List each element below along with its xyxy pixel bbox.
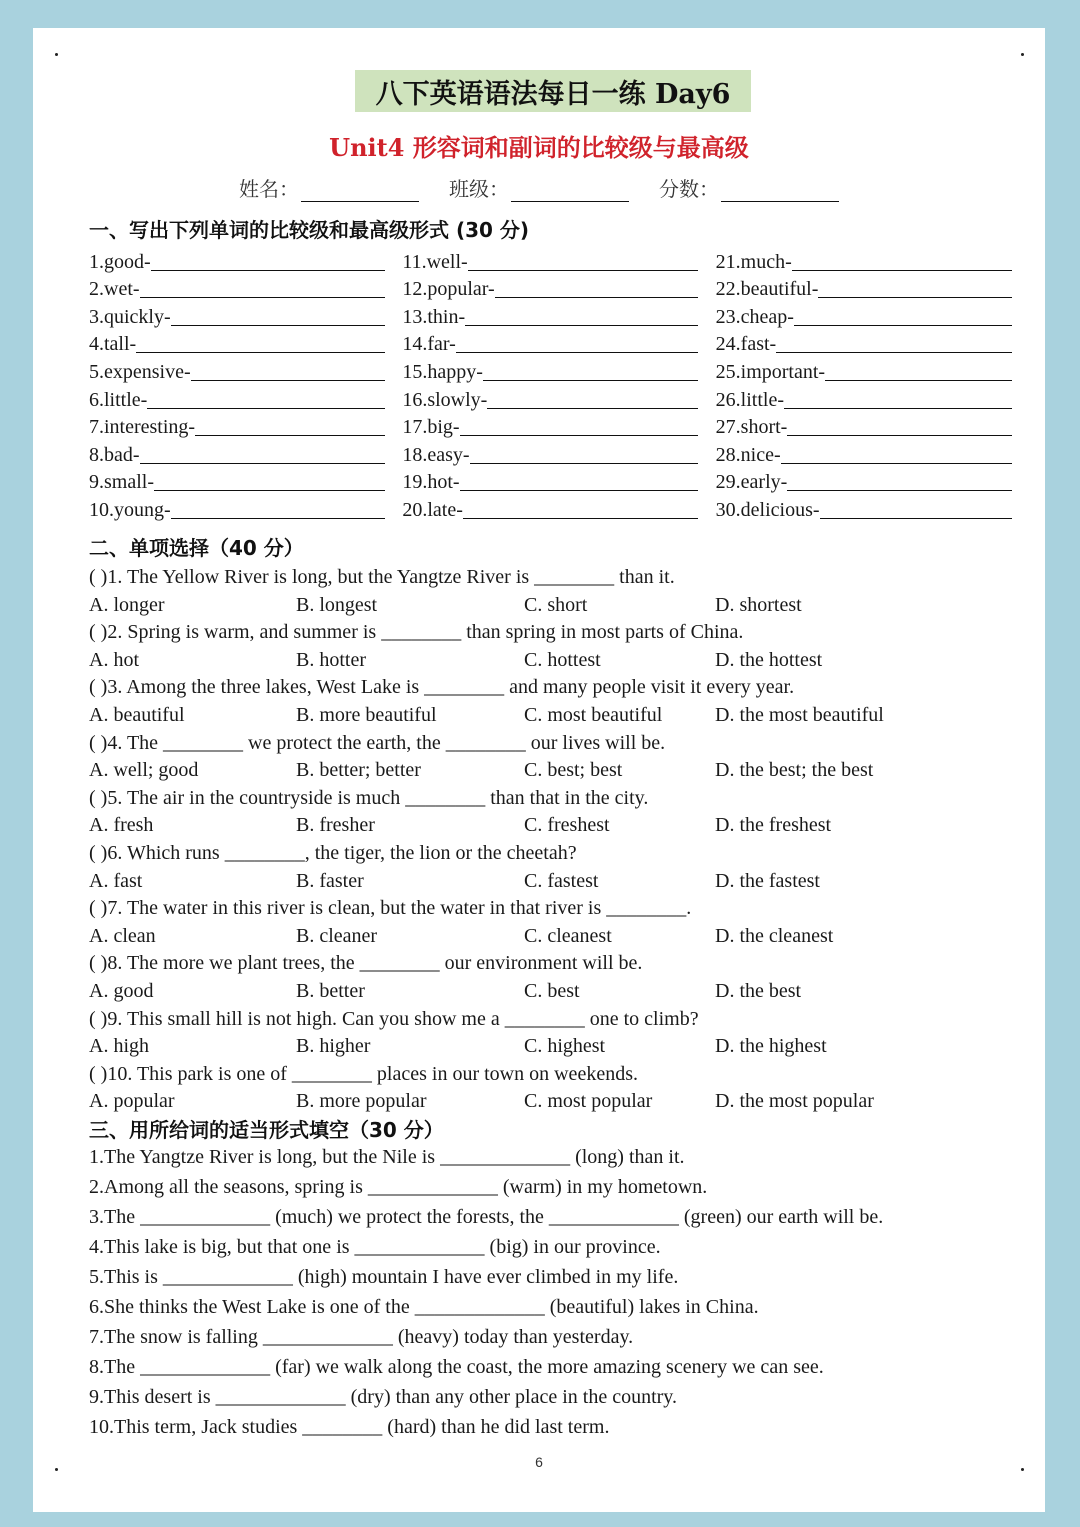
multiple-choice-list bbox=[89, 564, 1029, 1116]
word-label: 21.much- bbox=[715, 250, 792, 273]
option-d[interactable]: D. the highest bbox=[715, 1035, 827, 1058]
word-item bbox=[89, 305, 402, 329]
fill-item: 2.Among all the seasons, spring is _____________ (warm) in my hometown. bbox=[89, 1176, 708, 1198]
answer-blank[interactable] bbox=[784, 388, 1012, 409]
word-item bbox=[716, 388, 1029, 412]
option-d[interactable]: D. shortest bbox=[715, 593, 802, 616]
answer-blank[interactable] bbox=[787, 470, 1011, 491]
word-label: 27.short- bbox=[715, 416, 788, 439]
word-item bbox=[89, 277, 402, 301]
option-b[interactable]: B. longest bbox=[296, 593, 378, 616]
word-label: 25.important- bbox=[715, 360, 826, 383]
word-label: 3.quickly- bbox=[89, 305, 171, 328]
score-field[interactable] bbox=[659, 173, 839, 202]
option-d[interactable]: D. the best bbox=[715, 979, 802, 1002]
question-options bbox=[89, 757, 1029, 785]
word-item bbox=[402, 498, 715, 522]
answer-blank[interactable] bbox=[787, 415, 1011, 436]
score-line[interactable] bbox=[721, 181, 839, 202]
word-item bbox=[402, 415, 715, 439]
option-a[interactable]: A. good bbox=[89, 979, 154, 1002]
option-b[interactable]: B. better bbox=[296, 979, 365, 1002]
answer-blank[interactable] bbox=[820, 498, 1012, 519]
word-label: 20.late- bbox=[402, 498, 463, 521]
question-text: ( )2. Spring is warm, and summer is ________ than spring in most parts of China. bbox=[89, 621, 744, 644]
worksheet-page bbox=[33, 28, 1045, 1512]
option-b[interactable]: B. higher bbox=[296, 1035, 371, 1058]
word-item bbox=[89, 443, 402, 467]
word-row bbox=[89, 329, 1029, 357]
answer-blank[interactable] bbox=[781, 443, 1012, 464]
answer-blank[interactable] bbox=[825, 360, 1012, 381]
fill-item: 3.The _____________ (much) we protect the forests, the _____________ (green) our earth will be. bbox=[89, 1206, 884, 1228]
question-options bbox=[89, 812, 1029, 840]
option-a[interactable]: A. fresh bbox=[89, 814, 154, 837]
question-text: ( )8. The more we plant trees, the ________ our environment will be. bbox=[89, 952, 643, 975]
word-item bbox=[89, 470, 402, 494]
word-label: 16.slowly- bbox=[402, 388, 488, 411]
option-d[interactable]: D. the cleanest bbox=[715, 924, 834, 947]
answer-blank[interactable] bbox=[195, 415, 385, 436]
option-c[interactable]: C. cleanest bbox=[524, 924, 612, 947]
word-label: 5.expensive- bbox=[89, 360, 191, 383]
question-options bbox=[89, 868, 1029, 896]
word-form-grid bbox=[89, 246, 1029, 522]
word-item bbox=[716, 277, 1029, 301]
answer-blank[interactable] bbox=[776, 332, 1011, 353]
option-c[interactable]: C. freshest bbox=[524, 814, 610, 837]
answer-blank[interactable] bbox=[465, 305, 698, 326]
word-item bbox=[402, 250, 715, 274]
answer-blank[interactable] bbox=[151, 250, 385, 271]
answer-blank[interactable] bbox=[147, 388, 385, 409]
answer-blank[interactable] bbox=[487, 388, 698, 409]
word-item bbox=[716, 305, 1029, 329]
word-row bbox=[89, 467, 1029, 495]
option-d[interactable]: D. the most popular bbox=[715, 1090, 874, 1113]
fill-item: 6.She thinks the West Lake is one of the _____________ (beautiful) lakes in China. bbox=[89, 1296, 759, 1318]
word-label: 24.fast- bbox=[715, 333, 777, 356]
page-title: 八下英语语法每日一练 Day6 bbox=[355, 70, 751, 112]
question-text: ( )3. Among the three lakes, West Lake is ________ and many people visit it every year. bbox=[89, 676, 795, 699]
word-row bbox=[89, 494, 1029, 522]
question-options bbox=[89, 923, 1029, 951]
option-c[interactable]: C. best bbox=[524, 979, 580, 1002]
word-item bbox=[402, 360, 715, 384]
answer-blank[interactable] bbox=[140, 443, 385, 464]
word-row bbox=[89, 412, 1029, 440]
option-d[interactable]: D. the hottest bbox=[715, 648, 823, 671]
answer-blank[interactable] bbox=[468, 250, 699, 271]
question-text: ( )10. This park is one of ________ places in our town on weekends. bbox=[89, 1062, 638, 1085]
fill-item: 4.This lake is big, but that one is _____________ (big) in our province. bbox=[89, 1236, 661, 1258]
word-label: 23.cheap- bbox=[715, 305, 794, 328]
word-label: 30.delicious- bbox=[715, 498, 820, 521]
question-text: ( )7. The water in this river is clean, but the water in that river is ________. bbox=[89, 897, 692, 920]
question-options bbox=[89, 647, 1029, 675]
word-label: 15.happy- bbox=[402, 360, 483, 383]
question-options bbox=[89, 702, 1029, 730]
word-item bbox=[402, 388, 715, 412]
word-label: 28.nice- bbox=[715, 443, 781, 466]
question-text: ( )5. The air in the countryside is much ________ than that in the city. bbox=[89, 786, 649, 809]
section2-title: 二、单项选择（40 分） bbox=[89, 536, 304, 560]
option-a[interactable]: A. fast bbox=[89, 869, 143, 892]
section1-title: 一、写出下列单词的比较级和最高级形式 (30 分) bbox=[89, 218, 530, 242]
fill-item: 7.The snow is falling _____________ (heavy) today than yesterday. bbox=[89, 1326, 634, 1348]
option-c[interactable]: C. fastest bbox=[524, 869, 599, 892]
option-a[interactable]: A. popular bbox=[89, 1090, 175, 1113]
word-label: 22.beautiful- bbox=[715, 278, 819, 301]
name-line[interactable] bbox=[301, 181, 419, 202]
word-item bbox=[402, 277, 715, 301]
answer-blank[interactable] bbox=[191, 360, 385, 381]
word-label: 6.little- bbox=[89, 388, 148, 411]
section3-title: 三、用所给词的适当形式填空（30 分） bbox=[89, 1118, 444, 1142]
option-d[interactable]: D. the fastest bbox=[715, 869, 820, 892]
answer-blank[interactable] bbox=[818, 277, 1011, 298]
answer-blank[interactable] bbox=[463, 498, 698, 519]
word-item bbox=[716, 470, 1029, 494]
word-item bbox=[402, 443, 715, 467]
word-item bbox=[716, 360, 1029, 384]
word-item bbox=[89, 388, 402, 412]
question-options bbox=[89, 592, 1029, 620]
option-b[interactable]: B. fresher bbox=[296, 814, 375, 837]
question-text: ( )4. The ________ we protect the earth, the ________ our lives will be. bbox=[89, 731, 666, 754]
answer-blank[interactable] bbox=[456, 332, 699, 353]
answer-blank[interactable] bbox=[495, 277, 699, 298]
option-b[interactable]: B. faster bbox=[296, 869, 364, 892]
answer-blank[interactable] bbox=[460, 470, 699, 491]
class-field[interactable] bbox=[449, 173, 629, 202]
question-text: ( )9. This small hill is not high. Can you show me a ________ one to climb? bbox=[89, 1007, 699, 1030]
word-item bbox=[716, 250, 1029, 274]
word-item bbox=[89, 250, 402, 274]
word-label: 8.bad- bbox=[89, 443, 140, 466]
fill-item: 5.This is _____________ (high) mountain I have ever climbed in my life. bbox=[89, 1266, 679, 1288]
word-label: 18.easy- bbox=[402, 443, 470, 466]
option-a[interactable]: A. hot bbox=[89, 648, 139, 671]
word-label: 9.small- bbox=[89, 471, 154, 494]
option-b[interactable]: B. more beautiful bbox=[296, 703, 437, 726]
answer-blank[interactable] bbox=[794, 305, 1012, 326]
class-label: 班级： bbox=[449, 177, 509, 201]
word-label: 26.little- bbox=[715, 388, 784, 411]
word-item bbox=[716, 498, 1029, 522]
answer-blank[interactable] bbox=[483, 360, 698, 381]
word-label: 1.good- bbox=[89, 250, 151, 273]
option-d[interactable]: D. the most beautiful bbox=[715, 703, 884, 726]
option-d[interactable]: D. the best; the best bbox=[715, 759, 874, 782]
answer-blank[interactable] bbox=[460, 415, 699, 436]
question-options bbox=[89, 978, 1029, 1006]
word-row bbox=[89, 301, 1029, 329]
word-item bbox=[716, 415, 1029, 439]
word-item bbox=[89, 360, 402, 384]
word-label: 13.thin- bbox=[402, 305, 466, 328]
question-text: ( )1. The Yellow River is long, but the Yangtze River is ________ than it. bbox=[89, 566, 675, 588]
option-a[interactable]: A. high bbox=[89, 1035, 149, 1058]
fill-item: 10.This term, Jack studies ________ (hard) than he did last term. bbox=[89, 1416, 610, 1438]
answer-blank[interactable] bbox=[140, 277, 385, 298]
word-label: 17.big- bbox=[402, 416, 460, 439]
word-item bbox=[402, 305, 715, 329]
option-a[interactable]: A. clean bbox=[89, 924, 156, 947]
page-subtitle: Unit4 形容词和副词的比较级与最高级 bbox=[329, 133, 749, 162]
question-options bbox=[89, 1088, 1029, 1116]
word-label: 4.tall- bbox=[89, 333, 137, 356]
word-item bbox=[716, 332, 1029, 356]
option-b[interactable]: B. more popular bbox=[296, 1090, 427, 1113]
word-label: 11.well- bbox=[402, 250, 468, 273]
answer-blank[interactable] bbox=[470, 443, 699, 464]
option-b[interactable]: B. cleaner bbox=[296, 924, 378, 947]
answer-blank[interactable] bbox=[136, 332, 385, 353]
option-c[interactable]: C. most popular bbox=[524, 1090, 653, 1113]
option-b[interactable]: B. hotter bbox=[296, 648, 366, 671]
option-a[interactable]: A. well; good bbox=[89, 759, 199, 782]
option-a[interactable]: A. beautiful bbox=[89, 703, 185, 726]
word-row bbox=[89, 384, 1029, 412]
word-item bbox=[89, 332, 402, 356]
fill-item: 8.The _____________ (far) we walk along the coast, the more amazing scenery we can see. bbox=[89, 1356, 824, 1378]
option-b[interactable]: B. better; better bbox=[296, 759, 421, 782]
word-row bbox=[89, 356, 1029, 384]
fill-blank-list bbox=[89, 1142, 1029, 1442]
name-field[interactable] bbox=[239, 173, 419, 202]
question-text: ( )6. Which runs ________, the tiger, the lion or the cheetah? bbox=[89, 841, 577, 864]
word-label: 10.young- bbox=[89, 498, 171, 521]
name-label: 姓名： bbox=[239, 177, 299, 201]
option-a[interactable]: A. longer bbox=[89, 593, 165, 616]
word-item bbox=[89, 498, 402, 522]
option-c[interactable]: C. hottest bbox=[524, 648, 601, 671]
word-item bbox=[89, 415, 402, 439]
option-c[interactable]: C. highest bbox=[524, 1035, 606, 1058]
fill-item: 1.The Yangtze River is long, but the Nile is _____________ (long) than it. bbox=[89, 1146, 685, 1168]
word-label: 14.far- bbox=[402, 333, 456, 356]
answer-blank[interactable] bbox=[171, 305, 385, 326]
word-label: 29.early- bbox=[715, 471, 788, 494]
corner-dot bbox=[55, 53, 58, 56]
page-number: 6 bbox=[535, 1454, 543, 1470]
word-item bbox=[716, 443, 1029, 467]
word-item bbox=[402, 332, 715, 356]
student-info bbox=[33, 173, 1045, 202]
word-row bbox=[89, 246, 1029, 274]
fill-item: 9.This desert is _____________ (dry) than any other place in the country. bbox=[89, 1386, 678, 1408]
option-d[interactable]: D. the freshest bbox=[715, 814, 832, 837]
answer-blank[interactable] bbox=[171, 498, 385, 519]
answer-blank[interactable] bbox=[154, 470, 385, 491]
class-line[interactable] bbox=[511, 181, 629, 202]
answer-blank[interactable] bbox=[792, 250, 1012, 271]
word-label: 2.wet- bbox=[89, 278, 140, 301]
option-c[interactable]: C. best; best bbox=[524, 759, 623, 782]
score-label: 分数： bbox=[659, 177, 719, 201]
word-label: 12.popular- bbox=[402, 278, 495, 301]
question-options bbox=[89, 1033, 1029, 1061]
option-c[interactable]: C. most beautiful bbox=[524, 703, 663, 726]
word-label: 7.interesting- bbox=[89, 416, 196, 439]
word-item bbox=[402, 470, 715, 494]
word-label: 19.hot- bbox=[402, 471, 460, 494]
corner-dot bbox=[1021, 53, 1024, 56]
word-row bbox=[89, 439, 1029, 467]
option-c[interactable]: C. short bbox=[524, 593, 588, 616]
word-row bbox=[89, 274, 1029, 302]
